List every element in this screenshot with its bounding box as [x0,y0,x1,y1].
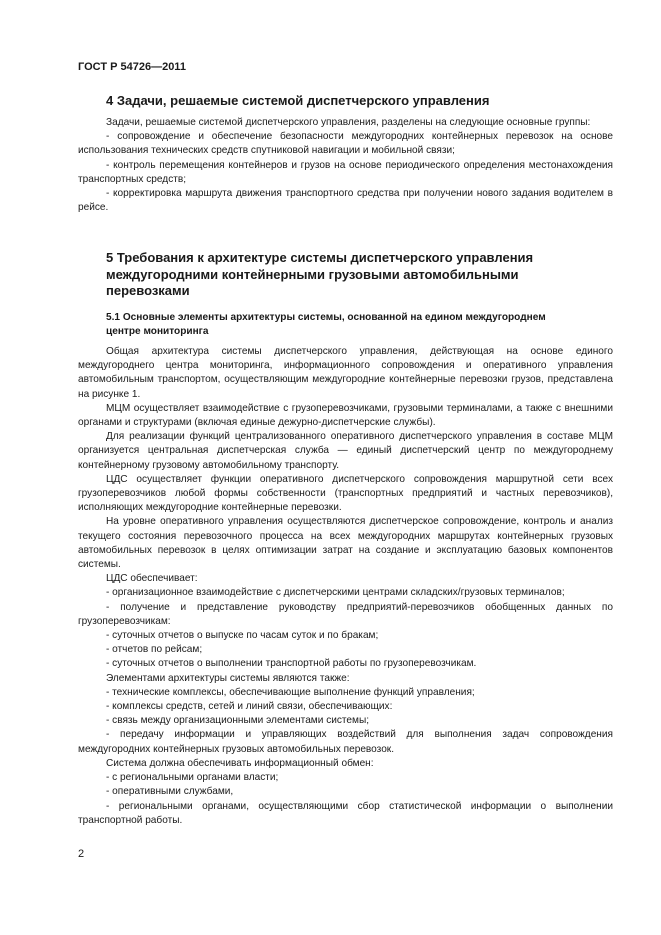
list-item: - оперативными службами, [106,786,234,798]
list-item: - контроль перемещения контейнеров и грузов на основе периодического определения местонахождения транспортных средств; [78,159,613,185]
list-item: - передачу информации и управляющих воздействий для выполнения задач сопровождения междугородних контейнерных грузовых автомобильных перевозок. [78,729,613,755]
section-5-heading-line: междугородними контейнерными грузовыми автомобильными [106,266,519,282]
list-item: - суточных отчетов о выпуске по часам суток и по бракам; [106,630,379,642]
list-item: - корректировка маршрута движения транспортного средства при получении нового задания водителем в рейсе. [78,188,613,214]
list-item: - связь между организационными элементами системы; [106,715,370,727]
list-item: - технические комплексы, обеспечивающие выполнение функций управления; [106,686,475,698]
section-5-body [78,345,613,828]
section-4-body [78,116,613,215]
list-item: - сопровождение и обеспечение безопасности междугородних контейнерных перевозок на основе использования технических средств спутниковой навигации и мобильной связи; [78,131,613,157]
paragraph: ЦДС осуществляет функции оперативного диспетчерского сопровождения маршрутной сети всех грузоперевозчиков любой формы собственности (транспортных предприятий и частных перевозчиков), исполняющих междугородние контейнерные перевозки. [78,473,613,514]
paragraph: На уровне оперативного управления осуществляются диспетчерское сопровождение, контроль и анализ текущего состояния перевозочного процесса на всех междугородних маршрутах контейнерных грузовых автомобильных перевозок в целях оптимизации затрат на создание и эксплуатацию базовых компонентов системы. [78,516,613,571]
paragraph: Для реализации функций централизованного оперативного диспетчерского управления в составе МЦМ организуется центральная диспетчерская служба — единый диспетчерский центр по междугороднему контейнерному грузовому автомобильному транспорту. [78,431,613,471]
list-item: - организационное взаимодействие с диспетчерскими центрами складских/грузовых терминалов; [106,587,565,599]
list-item: - отчетов по рейсам; [106,644,203,656]
list-item: - получение и представление руководству предприятий-перевозчиков обобщенных данных по грузоперевозчикам: [78,601,613,627]
section-4-heading: 4 Задачи, решаемые системой диспетчерского управления [106,93,490,108]
paragraph: Задачи, решаемые системой диспетчерского управления, разделены на следующие основные группы: [106,117,591,128]
paragraph: Элементами архитектуры системы являются также: [106,672,350,684]
page-number: 2 [78,848,85,860]
document-code-header: ГОСТ Р 54726—2011 [78,61,186,73]
list-item: - региональными органами, осуществляющими сбор статистической информации о выполнении транспортной работы. [78,800,613,826]
section-5-heading-line: перевозками [106,283,190,298]
paragraph: МЦМ осуществляет взаимодействие с грузоперевозчиками, грузовыми терминалами, а также с внешними органами и структурами (включая единые дежурно-диспетчерские службы). [78,402,613,429]
paragraph: Система должна обеспечивать информационный обмен: [106,757,374,769]
subsection-heading-line: центре мониторинга [106,326,209,338]
list-item: - суточных отчетов о выполнении транспортной работы по грузоперевозчикам. [106,658,477,670]
list-item: - комплексы средств, сетей и линий связи, обеспечивающих: [106,701,393,713]
list-item: - с региональными органами власти; [106,772,279,784]
subsection-5-1-heading [106,311,611,339]
section-5-heading [106,250,533,300]
section-5-heading-line: 5 Требования к архитектуре системы диспетчерского управления [106,250,534,265]
paragraph: Общая архитектура системы диспетчерского управления, действующая на основе единого междугороднего центра мониторинга, информационного сопровождения и оперативного управления автомобильным транспортом, осуществляющим междугородние контейнерные перевозки грузов, представлена на рисунке 1. [78,346,613,400]
subsection-heading-line: 5.1 Основные элементы архитектуры системы, основанной на едином междугороднем [106,312,546,323]
paragraph: ЦДС обеспечивает: [106,573,198,585]
